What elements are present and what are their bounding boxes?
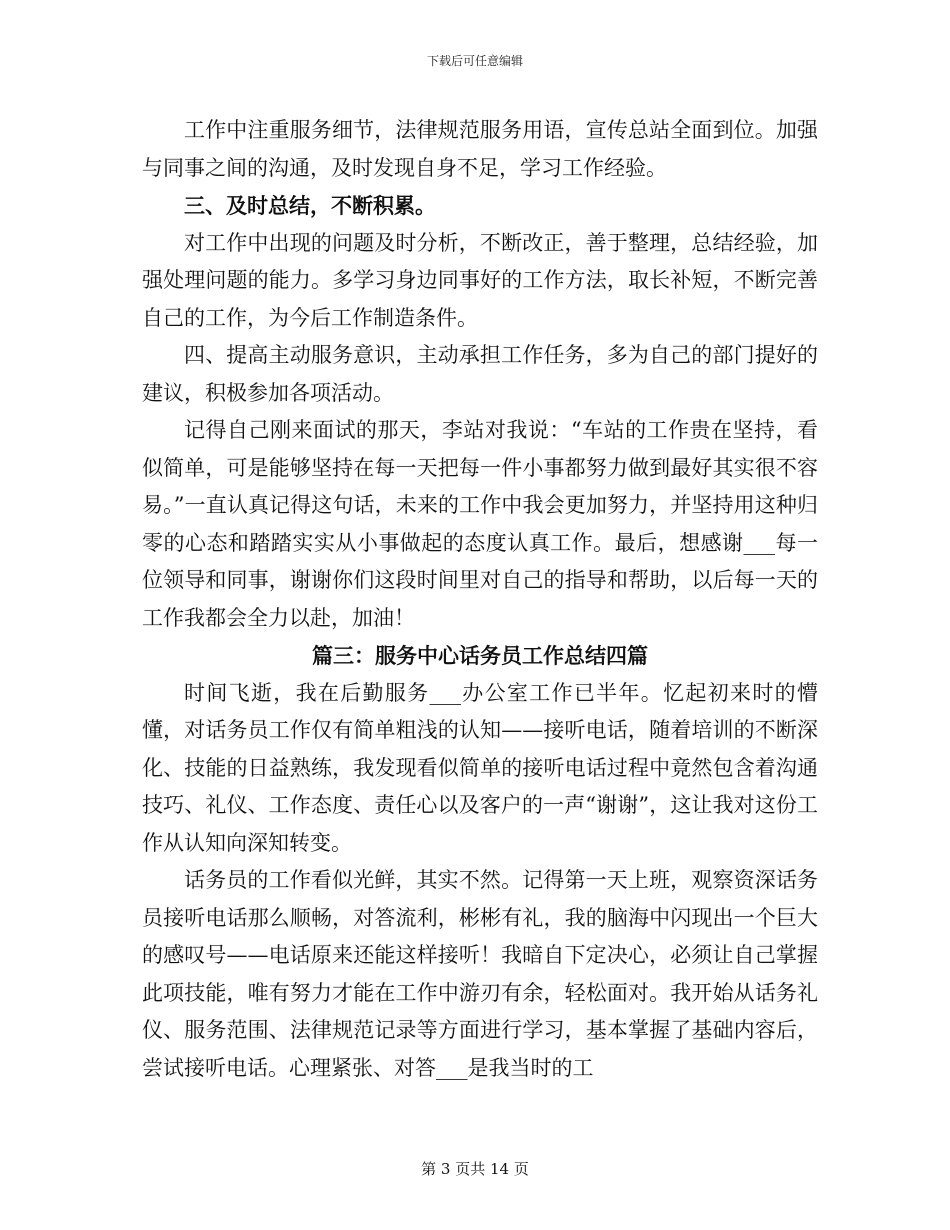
- paragraph-initiative: 四、提高主动服务意识，主动承担工作任务，多为自己的部门提好的建议，积极参加各项活动。: [142, 343, 818, 405]
- paragraph-analysis: 对工作中出现的问题及时分析，不断改正，善于整理，总结经验，加强处理问题的能力。多学习身边同事好的工作方法，取长补短，不断完善自己的工作，为今后工作制造条件。: [142, 230, 818, 330]
- document-body: [142, 112, 818, 1087]
- paragraph-interview-memory: 记得自己刚来面试的那天，李站对我说：“车站的工作贵在坚持，看似简单，可是能够坚持在每一天把每一件小事都努力做到最好其实很不容易。”一直认真记得这句话，未来的工作中我会更加努力，并坚持用这种归零的心态和踏踏实实从小事做起的态度认真工作。最后，想感谢___每一位领导和同事，谢谢你们这段时间里对自己的指导和帮助，以后每一天的工作我都会全力以赴，加油！: [142, 418, 818, 630]
- page-header-note: 下载后可任意编辑: [426, 54, 523, 68]
- page-number: 第 3 页共 14 页: [421, 1160, 529, 1178]
- paragraph-half-year: 时间飞逝，我在后勤服务___办公室工作已半年。忆起初来时的懵懂，对话务员工作仅有简单粗浅的认知——接听电话，随着培训的不断深化、技能的日益熟练，我发现看似简单的接听电话过程中竟然包含着沟通技巧、礼仪、工作态度、责任心以及客户的一声“谢谢”，这让我对这份工作从认知向深知转变。: [142, 680, 818, 855]
- paragraph-operator-work: 话务员的工作看似光鲜，其实不然。记得第一天上班，观察资深话务员接听电话那么顺畅，对答流利，彬彬有礼，我的脑海中闪现出一个巨大的感叹号——电话原来还能这样接听！我暗自下定决心，必须让自己掌握此项技能，唯有努力才能在工作中游刃有余，轻松面对。我开始从话务礼仪、服务范围、法律规范记录等方面进行学习，基本掌握了基础内容后，尝试接听电话。心理紧张、对答___是我当时的工: [142, 868, 818, 1080]
- subheading-summary: 三、及时总结，不断积累。: [184, 193, 436, 218]
- section-title: 篇三：服务中心话务员工作总结四篇: [312, 643, 648, 668]
- paragraph-service-details: 工作中注重服务细节，法律规范服务用语，宣传总站全面到位。加强与同事之间的沟通，及时发现自身不足，学习工作经验。: [142, 118, 818, 180]
